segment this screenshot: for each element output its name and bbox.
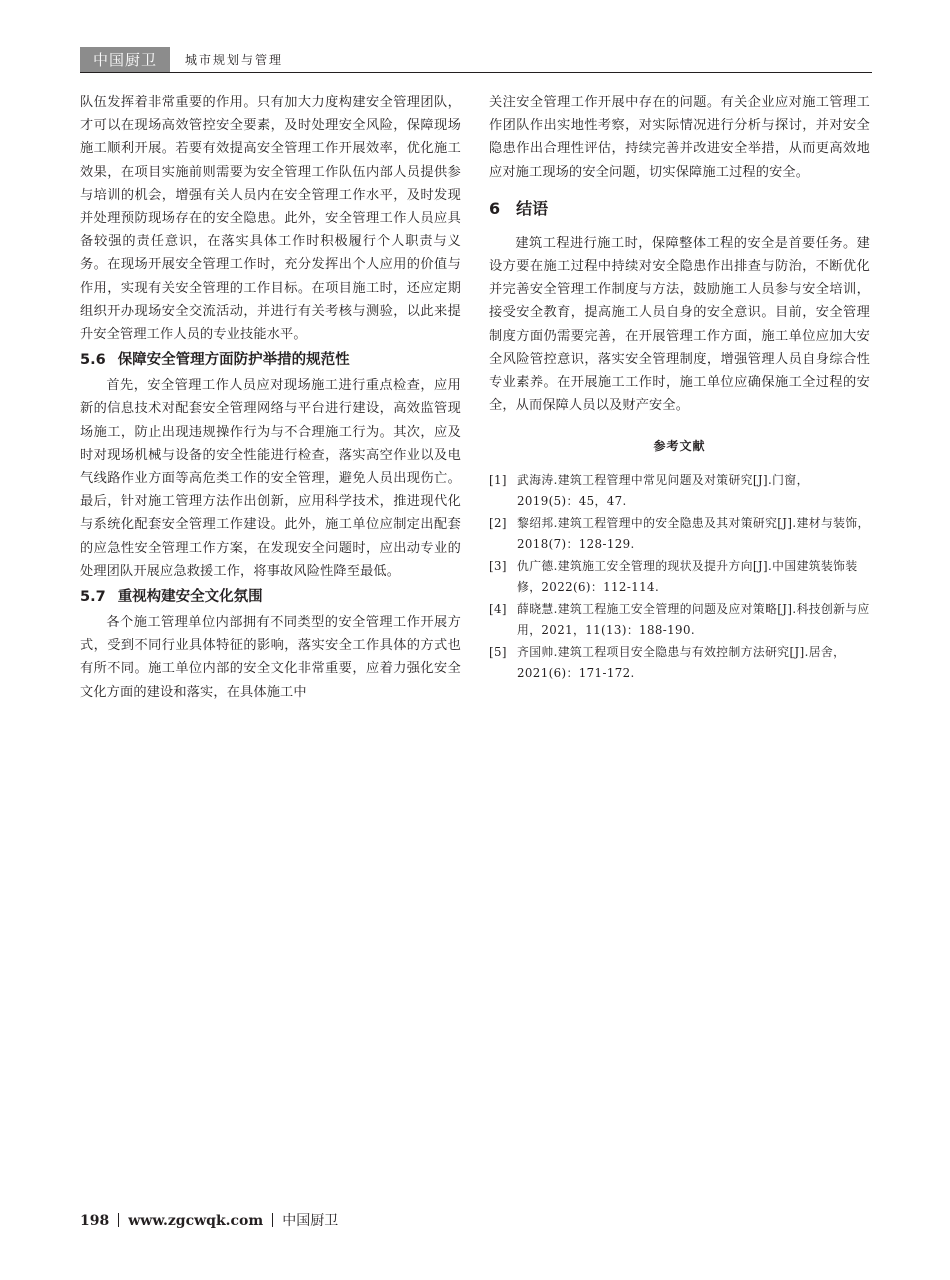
- section-number: 6: [489, 198, 501, 218]
- references-list: [489, 470, 870, 683]
- section-name: 城市规划与管理: [185, 53, 284, 67]
- reference-number: [1]: [489, 473, 507, 488]
- reference-item: [489, 556, 870, 597]
- paragraph-conclusion: 建筑工程进行施工时，保障整体工程的安全是首要任务。建设方要在施工过程中持续对安全隐患作出排查与防治，不断优化并完善安全管理工作制度与方法，鼓励施工人员参与安全培训，接受安全教育，提高施工人员自身的安全意识。目前，安全管理制度方面仍需要完善，在开展管理工作方面，施工单位应加大安全风险管控意识，落实安全管理制度，增强管理人员自身综合性专业素养。在开展施工工作时，施工单位应确保施工全过程的安全，从而保障人员以及财产安全。: [489, 235, 870, 414]
- reference-item: [489, 599, 870, 640]
- left-column: [80, 91, 461, 704]
- footer-divider: [118, 1213, 119, 1227]
- header-rule: [80, 72, 872, 73]
- section-title: 重视构建安全文化氛围: [117, 589, 263, 606]
- reference-text: 武海涛.建筑工程管理中常见问题及对策研究[J].门窗，2019(5)：45，47.: [517, 473, 809, 508]
- reference-text: 齐国帅.建筑工程项目安全隐患与有效控制方法研究[J].居舍，2021(6)：171-172.: [517, 645, 846, 680]
- page-footer: [80, 1211, 338, 1231]
- section-title: 结语: [516, 198, 549, 218]
- page-number: 198: [80, 1213, 110, 1229]
- reference-item: [489, 513, 870, 554]
- reference-number: [3]: [489, 559, 507, 574]
- section-heading-6: [489, 198, 870, 220]
- section-number: 5.6: [80, 352, 106, 369]
- reference-number: [5]: [489, 645, 507, 660]
- footer-divider: [272, 1213, 273, 1227]
- journal-name-badge: 中国厨卫: [80, 47, 170, 73]
- footer-journal: 中国厨卫: [282, 1213, 339, 1229]
- reference-text: 仇广德.建筑施工安全管理的现状及提升方向[J].中国建筑装饰装修，2022(6)：112-114.: [517, 559, 858, 594]
- running-header: [80, 47, 872, 73]
- reference-number: [4]: [489, 602, 507, 617]
- section-number: 5.7: [80, 589, 106, 606]
- reference-item: [489, 470, 870, 511]
- paragraph-continued: 关注安全管理工作开展中存在的问题。有关企业应对施工管理工作团队作出实地性考察，对实际情况进行分析与探讨，并对安全隐患作出合理性评估，持续完善并改进安全举措，从而更高效地应对施工现场的安全问题，切实保障施工过程的安全。: [489, 95, 870, 180]
- reference-text: 黎绍邦.建筑工程管理中的安全隐患及其对策研究[J].建材与装饰，2018(7)：128-129.: [517, 516, 870, 551]
- paragraph-5-6: 首先，安全管理工作人员应对现场施工进行重点检查，应用新的信息技术对配套安全管理网络与平台进行建设，高效监管现场施工，防止出现违规操作行为与不合理施工行为。其次，应及时对现场机械与设备的安全性能进行检查，落实高空作业以及电气线路作业方面等高危类工作的安全管理，避免人员出现伤亡。最后，针对施工管理方法作出创新，应用科学技术，推进现代化与系统化配套安全管理工作建设。此外，施工单位应制定出配套的应急性安全管理工作方案，在发现安全问题时，应出动专业的处理团队开展应急救援工作，将事故风险性降至最低。: [80, 378, 461, 579]
- reference-text: 薛晓慧.建筑工程施工安全管理的问题及应对策略[J].科技创新与应用，2021，11(13)：188-190.: [517, 602, 870, 637]
- reference-item: [489, 642, 870, 683]
- references-title: 参考文献: [653, 439, 706, 454]
- footer-url: www.zgcwqk.com: [128, 1213, 264, 1229]
- paragraph-5-7: 各个施工管理单位内部拥有不同类型的安全管理工作开展方式，受到不同行业具体特征的影响，落实安全工作具体的方式也有所不同。施工单位内部的安全文化非常重要，应着力强化安全文化方面的建设和落实，在具体施工中: [80, 615, 461, 700]
- reference-number: [2]: [489, 516, 507, 531]
- right-column: [489, 91, 870, 685]
- section-heading-5-7: [80, 586, 461, 608]
- paragraph-continued: 队伍发挥着非常重要的作用。只有加大力度构建安全管理团队，才可以在现场高效管控安全要素，及时处理安全风险，保障现场施工顺利开展。若要有效提高安全管理工作开展效率，优化施工效果，在项目实施前则需要为安全管理工作队伍内部人员提供参与培训的机会，增强有关人员内在安全管理工作水平，及时发现并处理预防现场存在的安全隐患。此外，安全管理工作人员应具备较强的责任意识，在落实具体工作时积极履行个人职责与义务。在现场开展安全管理工作时，充分发挥出个人应用的价值与作用，实现有关安全管理的工作目标。在项目施工时，还应定期组织开办现场安全交流活动，并进行有关考核与测验，以此来提升安全管理工作人员的专业技能水平。: [80, 95, 461, 343]
- section-title: 保障安全管理方面防护举措的规范性: [117, 352, 350, 369]
- section-heading-5-6: [80, 349, 461, 371]
